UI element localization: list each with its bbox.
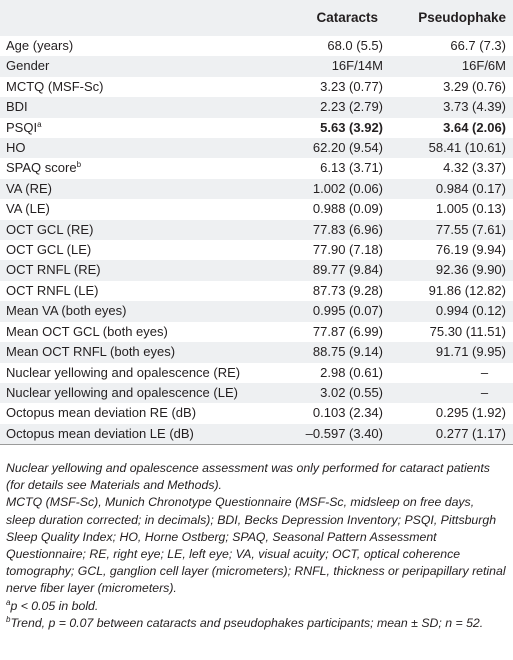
row-label <box>0 220 282 240</box>
cell-pseudophake: 76.19 (9.94) <box>435 242 506 258</box>
cell-pseudophake: 91.86 (12.82) <box>428 282 506 298</box>
cell-pseudophake: 91.71 (9.95) <box>435 344 506 360</box>
table-row <box>0 260 513 280</box>
cell-pseudophake: 0.277 (1.17) <box>435 425 506 441</box>
footnote-b-mark: b <box>6 614 11 624</box>
table-row <box>0 220 513 240</box>
row-label-text: Age (years) <box>6 38 74 53</box>
row-label <box>0 179 282 199</box>
footnote-marker: a <box>37 119 42 129</box>
cell-pseudophake: 66.7 (7.3) <box>450 38 506 53</box>
cell-cataracts: –0.597 (3.40) <box>305 425 383 441</box>
cell-cataracts: 0.103 (2.34) <box>312 405 383 421</box>
row-label-text: Mean OCT GCL (both eyes) <box>6 323 168 339</box>
footnote-a-mark: a <box>6 597 11 607</box>
table-row <box>0 158 513 178</box>
row-label <box>0 77 282 97</box>
cell-cataracts: 0.995 (0.07) <box>312 303 383 319</box>
row-label-text: Nuclear yellowing and opalescence (RE) <box>6 364 241 380</box>
footnote-b-text: Trend, p = 0.07 between cataracts and pseudophakes participants; mean ± SD; n = 52. <box>10 615 484 630</box>
row-label <box>0 301 282 321</box>
cell-pseudophake: 75.30 (11.51) <box>429 323 506 339</box>
footnote-b <box>6 615 506 632</box>
footnote-a <box>6 598 506 615</box>
row-label <box>0 424 282 445</box>
row-label <box>0 138 282 158</box>
header-pseudophake: Pseudophake <box>418 10 506 25</box>
row-label-text: VA (LE) <box>6 201 50 217</box>
cell-cataracts: 5.63 (3.92) <box>320 119 383 135</box>
row-label-text: Mean VA (both eyes) <box>6 303 127 319</box>
row-label-text: Mean OCT RNFL (both eyes) <box>6 344 176 360</box>
cell-cataracts: 88.75 (9.14) <box>312 344 383 360</box>
table-row <box>0 301 513 321</box>
footnote-a-text: p < 0.05 in bold. <box>10 598 99 613</box>
table-body <box>0 36 513 445</box>
header-row <box>0 0 513 36</box>
cell-pseudophake: 3.29 (0.76) <box>443 78 506 94</box>
cell-cataracts: 89.77 (9.84) <box>312 262 383 278</box>
table-row <box>0 118 513 138</box>
note-nuclear: Nuclear yellowing and opalescence assessment was only performed for cataract patients (for details see Materials and Methods). <box>6 461 490 493</box>
cell-pseudophake: 0.994 (0.12) <box>435 303 506 319</box>
table-row <box>0 322 513 342</box>
table-row <box>0 138 513 158</box>
row-label <box>0 403 282 423</box>
row-label-text: OCT GCL (RE) <box>6 221 94 237</box>
cell-pseudophake: 0.295 (1.92) <box>435 405 506 421</box>
table-row <box>0 342 513 362</box>
row-label <box>0 158 282 178</box>
table-row <box>0 424 513 445</box>
row-label <box>0 97 282 117</box>
row-label-text: Gender <box>6 58 50 74</box>
row-label-text: BDI <box>6 99 28 115</box>
cell-cataracts: 16F/14M <box>331 58 383 74</box>
cell-cataracts: 2.23 (2.79) <box>320 99 383 115</box>
cell-pseudophake: – <box>480 364 489 380</box>
row-label-text: OCT GCL (LE) <box>6 242 92 258</box>
row-label-text: PSQI <box>6 119 38 135</box>
row-label-text: Nuclear yellowing and opalescence (LE) <box>6 384 238 400</box>
cell-pseudophake: 1.005 (0.13) <box>435 201 506 217</box>
header-blank <box>0 0 282 36</box>
table-row <box>0 179 513 199</box>
table-row <box>0 97 513 117</box>
row-label-text: Octopus mean deviation RE (dB) <box>6 405 197 421</box>
cell-cataracts: 77.87 (6.99) <box>312 323 383 339</box>
row-label <box>0 260 282 280</box>
cell-pseudophake: 3.73 (4.39) <box>443 99 506 115</box>
cell-cataracts: 62.20 (9.54) <box>312 140 383 156</box>
row-label <box>0 383 282 403</box>
cell-cataracts: 6.13 (3.71) <box>320 160 383 176</box>
row-label <box>0 240 282 260</box>
cell-pseudophake: – <box>480 384 489 400</box>
cell-cataracts: 3.23 (0.77) <box>320 78 383 94</box>
cell-cataracts: 3.02 (0.55) <box>320 384 383 400</box>
cell-pseudophake: 77.55 (7.61) <box>435 221 506 237</box>
note-abbreviations: MCTQ (MSF-Sc), Munich Chronotype Questionnaire (MSF-Sc, midsleep on free days, sleep duration corrected; in decimals); BDI, Becks Depression Inventory; PSQI, Pittsburgh Sleep Quality Index; HO, Horne Ostberg; SPAQ, Seasonal Pattern Assessment Questionnaire; RE, right eye; LE, left eye; VA, visual acuity; OCT, optical coherence tomography; GCL, ganglion cell layer (micrometers); RNFL, thickness or peripapillary retinal nerve fiber layer (micrometers). <box>6 495 506 596</box>
cell-cataracts: 1.002 (0.06) <box>312 180 383 196</box>
table-notes <box>6 460 506 632</box>
cell-cataracts: 68.0 (5.5) <box>327 38 383 53</box>
row-label <box>0 118 282 138</box>
cell-pseudophake: 0.984 (0.17) <box>435 180 506 196</box>
row-label <box>0 36 282 56</box>
row-label-text: OCT RNFL (RE) <box>6 262 101 278</box>
table-row <box>0 281 513 301</box>
row-label <box>0 281 282 301</box>
row-label <box>0 363 282 383</box>
footnote-marker: b <box>76 160 82 170</box>
header-cataracts: Cataracts <box>316 10 378 25</box>
cell-pseudophake: 4.32 (3.37) <box>443 160 506 176</box>
cell-pseudophake: 58.41 (10.61) <box>428 140 506 156</box>
cell-cataracts: 87.73 (9.28) <box>312 282 383 298</box>
cell-cataracts: 77.90 (7.18) <box>312 242 383 258</box>
row-label <box>0 199 282 219</box>
table-row <box>0 36 513 56</box>
cell-cataracts: 0.988 (0.09) <box>312 201 383 217</box>
row-label-text: SPAQ score <box>6 160 77 176</box>
cell-pseudophake: 16F/6M <box>461 58 506 74</box>
cell-pseudophake: 3.64 (2.06) <box>443 119 506 135</box>
cell-pseudophake: 92.36 (9.90) <box>435 262 506 278</box>
row-label <box>0 322 282 342</box>
cell-cataracts: 2.98 (0.61) <box>320 364 383 380</box>
row-label-text: HO <box>6 140 26 156</box>
row-label-text: VA (RE) <box>6 180 52 196</box>
table-row <box>0 403 513 423</box>
row-label <box>0 342 282 362</box>
row-label-text: Octopus mean deviation LE (dB) <box>6 425 194 441</box>
row-label-text: MCTQ (MSF-Sc) <box>6 78 104 94</box>
table-row <box>0 199 513 219</box>
table-row <box>0 363 513 383</box>
table-row <box>0 77 513 97</box>
table-row <box>0 56 513 76</box>
row-label <box>0 56 282 76</box>
row-label-text: OCT RNFL (LE) <box>6 282 99 298</box>
cell-cataracts: 77.83 (6.96) <box>312 221 383 237</box>
table-row <box>0 240 513 260</box>
table-row <box>0 383 513 403</box>
